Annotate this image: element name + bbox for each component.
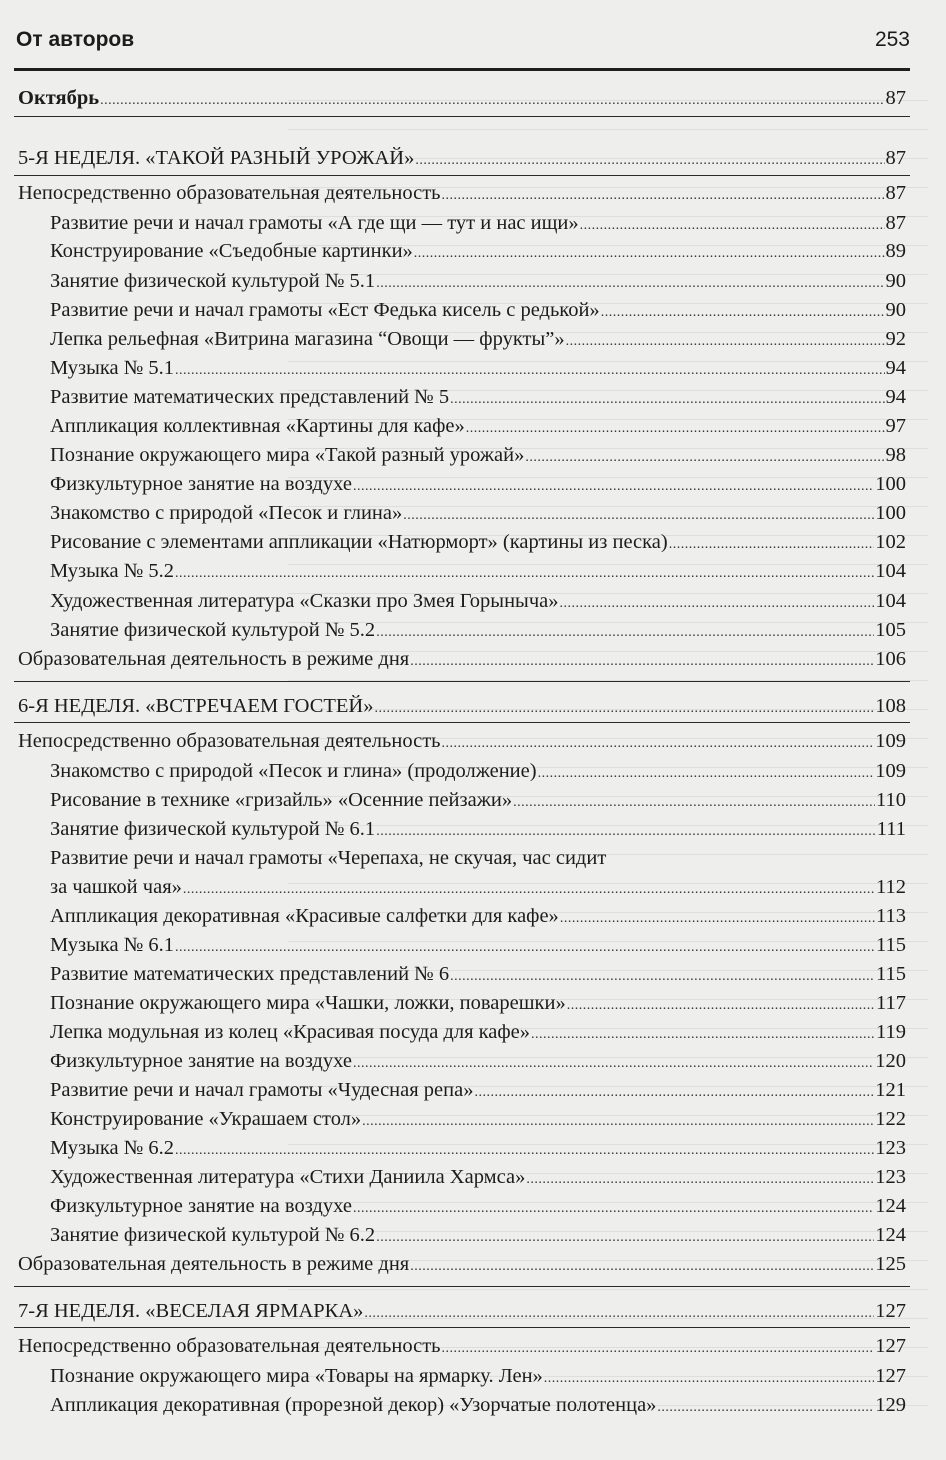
dot-leader (414, 242, 885, 266)
dot-leader (442, 1337, 875, 1361)
toc-entry-text: Развитие речи и начал грамоты «Черепаха, не скучая, час сидит (50, 847, 607, 869)
dot-leader (466, 417, 885, 441)
dot-leader (442, 184, 885, 208)
toc-entry-page: 87 (885, 212, 906, 234)
toc-entry-page: 90 (885, 270, 906, 292)
toc-entry (50, 501, 906, 528)
dot-leader (538, 762, 875, 786)
toc-entry (50, 356, 906, 383)
dot-leader (353, 475, 874, 499)
toc-entry (50, 589, 906, 616)
toc-entry-page: 87 (885, 182, 906, 204)
toc-entry-page: 104 (875, 590, 906, 612)
toc-entry (50, 788, 906, 815)
page-number: 253 (874, 28, 910, 51)
toc-entry (50, 1364, 906, 1391)
toc-entry-page: 120 (875, 1050, 906, 1072)
toc-entry-title: Знакомство с природой «Песок и глина» (50, 502, 403, 524)
toc-entry-page: 109 (875, 730, 906, 752)
toc-entry-title: Занятие физической культурой № 5.2 (50, 619, 376, 641)
toc-entry-title: Развитие речи и начал грамоты «А где щи — тут и нас ищи» (50, 212, 579, 234)
dot-leader (376, 272, 884, 296)
section-rule (14, 1327, 910, 1328)
toc-entry (50, 298, 906, 325)
section-rule (14, 722, 910, 723)
toc-entry-page: 122 (875, 1108, 906, 1130)
toc-entry-page: 121 (875, 1079, 906, 1101)
dot-leader (544, 1367, 874, 1391)
toc-entry-page: 108 (875, 695, 906, 717)
toc-entry (18, 86, 906, 113)
toc-entry-title: Физкультурное занятие на воздухе (50, 473, 352, 495)
toc-entry-page: 102 (875, 531, 906, 553)
toc-entry (50, 962, 906, 989)
toc-entry-page: 89 (885, 240, 906, 262)
toc-entry (50, 1107, 906, 1134)
toc-entry (18, 1334, 906, 1361)
toc-entry (50, 1020, 906, 1047)
toc-entry-title: Физкультурное занятие на воздухе (50, 1195, 352, 1217)
toc-entry (18, 1299, 906, 1326)
toc-entry (50, 385, 906, 412)
toc-entry-page: 92 (885, 328, 906, 350)
toc-entry (50, 904, 906, 931)
toc-entry-title: Аппликация коллективная «Картины для кафе» (50, 415, 465, 437)
dot-leader (175, 936, 875, 960)
dot-leader (100, 89, 884, 113)
toc-entry-page: 87 (885, 147, 906, 169)
toc-entry-title: Аппликация декоративная (прорезной декор) «Узорчатые полотенца» (50, 1394, 657, 1416)
toc-entry-title: Развитие речи и начал грамоты «Ест Федька кисель с редькой» (50, 299, 600, 321)
toc-entry-title: Музыка № 5.1 (50, 357, 175, 379)
toc-entry-title: Развитие речи и начал грамоты «Чудесная репа» (50, 1079, 474, 1101)
dot-leader (559, 592, 874, 616)
toc-entry (50, 991, 906, 1018)
toc-entry-page: 109 (875, 760, 906, 782)
toc-entry-title: Знакомство с природой «Песок и глина» (продолжение) (50, 760, 537, 782)
header-rule (14, 68, 910, 71)
dot-leader (560, 907, 875, 931)
toc-entry (18, 647, 906, 674)
toc-entry-page: 105 (875, 619, 906, 641)
dot-leader (580, 214, 885, 238)
toc-entry-page: 100 (875, 502, 906, 524)
dot-leader (442, 732, 875, 756)
dot-leader (410, 1255, 874, 1279)
dot-leader (410, 650, 874, 674)
toc-entry-title: Образовательная деятельность в режиме дня (18, 648, 410, 670)
dot-leader (362, 1110, 874, 1134)
dot-leader (415, 149, 884, 173)
toc-entry-title: Познание окружающего мира «Товары на ярмарку. Лен» (50, 1365, 543, 1387)
toc-entry-title: Познание окружающего мира «Такой разный урожай» (50, 444, 525, 466)
dot-leader (513, 791, 875, 815)
toc-entry-title: Музыка № 6.2 (50, 1137, 175, 1159)
toc-entry-page: 111 (876, 818, 906, 840)
toc-entry (50, 875, 906, 902)
dot-leader (567, 994, 875, 1018)
toc-entry-title: Развитие математических представлений № 6 (50, 963, 450, 985)
toc-entry-title: Рисование с элементами аппликации «Натюрморт» (картины из песка) (50, 531, 668, 553)
toc-entry (50, 933, 906, 960)
toc-entry (18, 146, 906, 173)
toc-entry-page: 87 (885, 87, 906, 109)
toc-entry-page: 119 (876, 1021, 906, 1043)
toc-entry (18, 181, 906, 208)
dot-leader (601, 301, 885, 325)
toc-entry-page: 123 (875, 1166, 906, 1188)
dot-leader (175, 562, 874, 586)
toc-entry-title: Познание окружающего мира «Чашки, ложки, поварешки» (50, 992, 566, 1014)
dot-leader (175, 1139, 874, 1163)
toc-entry-title: Лепка рельефная «Витрина магазина “Овощи — фрукты”» (50, 328, 565, 350)
toc-entry-page: 117 (876, 992, 906, 1014)
toc-entry-page: 124 (875, 1195, 906, 1217)
toc-entry-title: Лепка модульная из колец «Красивая посуда для кафе» (50, 1021, 531, 1043)
toc-entry-title: Музыка № 5.2 (50, 560, 175, 582)
toc-entry-title: Непосредственно образовательная деятельность (18, 182, 441, 204)
toc-entry (50, 269, 906, 296)
dot-leader (374, 697, 874, 721)
toc-entry (50, 1049, 906, 1076)
toc-entry-title: Образовательная деятельность в режиме дня (18, 1253, 410, 1275)
dot-leader (175, 359, 884, 383)
toc-entry-title: Занятие физической культурой № 6.1 (50, 818, 376, 840)
toc-entry (50, 1194, 906, 1221)
dot-leader (376, 820, 876, 844)
toc-entry-title: Конструирование «Украшаем стол» (50, 1108, 362, 1130)
toc-entry-page: 115 (876, 963, 906, 985)
toc-entry (18, 1252, 906, 1279)
toc-entry (50, 1223, 906, 1250)
toc-entry (50, 1078, 906, 1105)
toc-entry (18, 694, 906, 721)
page-header (16, 28, 910, 68)
toc-entry-title: за чашкой чая» (50, 876, 182, 898)
toc-entry (50, 211, 906, 238)
toc-entry-page: 115 (876, 934, 906, 956)
toc-entry (50, 327, 906, 354)
toc-entry-page: 100 (875, 473, 906, 495)
toc-entry-page: 90 (885, 299, 906, 321)
toc-entry (50, 239, 906, 266)
section-rule (14, 116, 910, 117)
toc-entry-title: 7-Я НЕДЕЛЯ. «ВЕСЕЛАЯ ЯРМАРКА» (18, 1300, 364, 1322)
toc-entry-page: 127 (875, 1300, 906, 1322)
section-rule (14, 681, 910, 682)
toc-entry-page: 94 (885, 386, 906, 408)
dot-leader (364, 1302, 874, 1326)
toc-entry-page: 106 (875, 648, 906, 670)
toc-entry (50, 559, 906, 586)
dot-leader (566, 330, 885, 354)
toc-entry-title: Художественная литература «Стихи Даниила Хармса» (50, 1166, 526, 1188)
running-head: От авторов (16, 28, 135, 51)
toc-entry (50, 530, 906, 557)
toc-entry (50, 817, 906, 844)
toc-entry-title: 5-Я НЕДЕЛЯ. «ТАКОЙ РАЗНЫЙ УРОЖАЙ» (18, 147, 415, 169)
toc-entry-title: Музыка № 6.1 (50, 934, 175, 956)
toc-entry-title: Аппликация декоративная «Красивые салфетки для кафе» (50, 905, 559, 927)
toc-entry (50, 1165, 906, 1192)
dot-leader (525, 446, 884, 470)
toc-entry-page: 129 (875, 1394, 906, 1416)
toc-entry-page: 110 (876, 789, 906, 811)
dot-leader (376, 621, 874, 645)
dot-leader (450, 965, 875, 989)
toc-entry-page: 113 (876, 905, 906, 927)
toc-entry-title: Непосредственно образовательная деятельность (18, 1335, 441, 1357)
dot-leader (403, 504, 874, 528)
toc-entry-title: Физкультурное занятие на воздухе (50, 1050, 352, 1072)
dot-leader (450, 388, 884, 412)
toc-entry-page: 127 (875, 1365, 906, 1387)
toc-entry-page: 94 (885, 357, 906, 379)
dot-leader (531, 1023, 875, 1047)
dot-leader (669, 533, 875, 557)
toc-entry-title: Непосредственно образовательная деятельность (18, 730, 441, 752)
toc-entry-title: 6-Я НЕДЕЛЯ. «ВСТРЕЧАЕМ ГОСТЕЙ» (18, 695, 374, 717)
toc-entry (50, 472, 906, 499)
dot-leader (353, 1197, 874, 1221)
dot-leader (353, 1052, 874, 1076)
toc-entry-title: Развитие математических представлений № 5 (50, 386, 450, 408)
toc-entry-page: 104 (875, 560, 906, 582)
dot-leader (183, 878, 875, 902)
toc-entry (50, 759, 906, 786)
dot-leader (376, 1226, 874, 1250)
toc-entry (50, 1136, 906, 1163)
toc-entry (50, 414, 906, 441)
toc-entry-title: Конструирование «Съедобные картинки» (50, 240, 413, 262)
dot-leader (526, 1168, 874, 1192)
toc-entry-page: 123 (875, 1137, 906, 1159)
toc-entry-page: 125 (875, 1253, 906, 1275)
toc-entry-title: Занятие физической культурой № 5.1 (50, 270, 376, 292)
toc-entry (18, 729, 906, 756)
toc-entry-title: Художественная литература «Сказки про Змея Горыныча» (50, 590, 559, 612)
section-rule (14, 1286, 910, 1287)
toc-entry-page: 127 (875, 1335, 906, 1357)
toc-entry-page: 124 (875, 1224, 906, 1246)
toc-entry-title: Октябрь (18, 87, 100, 109)
toc-entry (50, 618, 906, 645)
toc-entry (50, 1393, 906, 1420)
dot-leader (474, 1081, 874, 1105)
toc-entry-page: 97 (885, 415, 906, 437)
dot-leader (657, 1396, 874, 1420)
toc-entry-page: 98 (885, 444, 906, 466)
toc-entry-page: 112 (876, 876, 906, 898)
toc-entry (50, 443, 906, 470)
toc-entry-title: Рисование в технике «гризайль» «Осенние пейзажи» (50, 789, 513, 811)
toc-entry-title: Занятие физической культурой № 6.2 (50, 1224, 376, 1246)
section-rule (14, 175, 910, 176)
